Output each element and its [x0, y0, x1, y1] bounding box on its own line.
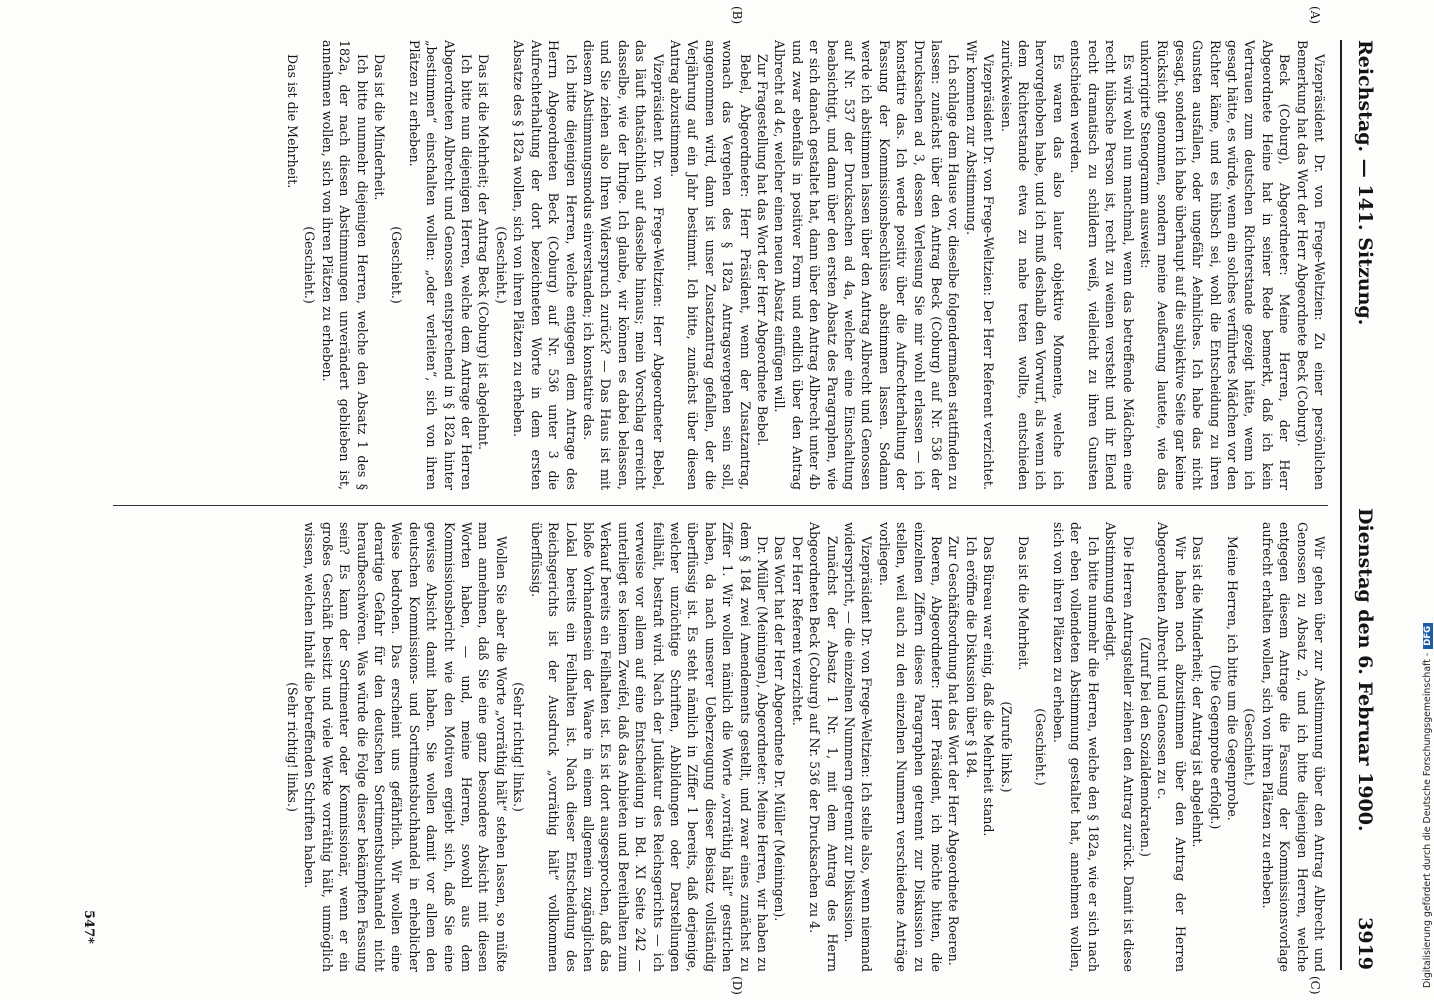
column-divider	[113, 505, 1328, 506]
paragraph: Wollen Sie aber die Worte „vorräthig hält“ stehen lassen, so müßte man annehmen, daß Sie eine ganz besondere Absicht mit diesen Worten haben, — und, meine Herren, sowohl aus dem Kommissionsbericht wie den Motiven ergiebt sich, daß Sie eine gewisse Absicht damit haben. Sie wollen damit vor allem den deutschen Kommissions- und Sortimentsbuchhandel in erheblicher Weise bedrohen. Das erscheint uns gefährlich. Wir wollen eine derartige Gefahr für den deutschen Sortimentsbuchhandel nicht heraufbeschwören. Was würde die Folge dieser bekämpften Fassung sein? Es kann der Sortimenter oder Kommissionär, wenn er ein großes Geschäft besitzt und viele Werke vorräthig hält, unmöglich wissen, welchen Inhalt die betreffenden Schriften haben.	[302, 522, 509, 972]
paragraph: (Die Gegenprobe erfolgt.)	[1207, 664, 1223, 830]
paragraph: (Geschieht.)	[493, 226, 509, 304]
paragraph: Ich bitte nunmehr die Herren, welche den § 182a, wie er sich nach der eben vollendeten Abstimmung gestaltet hat, annehmen wollen, sich von ihren Plätzen zu erheben.	[1050, 522, 1101, 972]
header-session: Reichstag. — 141. Sitzung.	[1354, 40, 1376, 326]
paragraph: Das ist die Mehrheit; der Antrag Beck (Coburg) ist abgelehnt.	[476, 54, 492, 451]
dfg-logo: DFG	[1423, 623, 1433, 649]
header-date: Dienstag den 6. Februar 1900.	[1354, 508, 1376, 832]
paragraph: Beck (Coburg), Abgeordneter: Meine Herren, der Herr Abgeordnete Heine hat in seiner Rede bemerkt, daß ich kein Vertrauen zum deutschen Richterstande gezeigt hätte, wenn ich gesagt hätte, es würde, wenn ein solches verführtes Mädchen vor den Richter käme, und es hübsch sei, wohl die Entscheidung zu ihren Gunsten ausfallen, oder ungefähr Aehnliches. Ich habe das nicht gesagt, sondern ich habe überhaupt auf die subjektive Seite gar keine Rücksicht genommen, sondern meine Aeußerung lautete, wie das unkorrigirte Stenogramm ausweist:	[1137, 40, 1293, 490]
paragraph: (Sehr richtig! links.)	[511, 682, 527, 812]
text-column-left	[284, 40, 1328, 490]
paragraph: Ich schlage dem Hause vor, dieselbe folgendermaßen stattfinden zu lassen: zunächst über den Antrag Beck (Coburg) auf Nr. 536 der Drucksachen ad 3, dessen Verlesung Sie mir wohl erlassen — ich konstatire das. Ich werde positiv über die Aufrechterhaltung der Fassung der Kommissionsbeschlüsse abstimmen lassen. Sodann werde ich abstimmen lassen über den Antrag Albrecht und Genossen auf Nr. 537 der Drucksachen ad 4a, welcher eine Einschaltung beabsichtigt, und dann über den ersten Absatz des Paragraphen, wie er sich danach gestaltet hat, dann über den Antrag Albrecht unter 4b und zwar ebenfalls in positiver Form und endlich über den Antrag Albrecht ad 4c, welcher einen neuen Absatz einfügen will.	[772, 40, 962, 490]
paragraph: Zur Fragestellung hat das Wort der Herr Abgeordnete Bebel.	[755, 54, 770, 447]
paragraph: (Geschieht.)	[1033, 708, 1049, 786]
page-number: 3919	[1354, 917, 1376, 970]
paragraph: Der Herr Referent verzichtet.	[789, 536, 805, 726]
paragraph: Ich eröffne die Diskussion über § 184.	[963, 536, 979, 779]
paragraph: Vizepräsident Dr. von Frege-Weltzien: Zu einer persönlichen Bemerkung hat das Wort der Herr Abgeordnete Beck (Coburg).	[1294, 40, 1327, 490]
paragraph: (Zurufe links.)	[998, 701, 1014, 793]
paragraph: Das ist die Minderheit; der Antrag ist abgelehnt.	[1190, 536, 1206, 848]
paragraph: Die Herren Antragsteller ziehen den Antrag zurück. Damit ist diese Abstimmung erledigt.	[1103, 522, 1136, 972]
paragraph: Ich bitte diejenigen Herren, welche entgegen dem Antrage des Herrn Abgeordneten Beck (Coburg) auf Nr. 536 unter 3 die Aufrechterhaltung der dort bezeichneten Worte in dem ersten Absatze des § 182a wollen, sich von ihren Plätzen zu erheben.	[511, 40, 579, 490]
margin-marker-d: (D)	[730, 976, 744, 995]
page-header	[1342, 40, 1378, 970]
paragraph: Das Wort hat der Herr Abgeordnete Dr. Müller (Meiningen).	[772, 536, 788, 922]
paragraph: (Sehr richtig! links.)	[285, 682, 301, 812]
margin-marker-b: (B)	[730, 6, 744, 25]
paragraph: (Zuruf bei den Sozialdemokraten.)	[1137, 637, 1153, 857]
paragraph: Ich bitte nunmehr diejenigen Herren, welche den Absatz 1 des § 182a, der nach diesen Abstimmungen unverändert geblieben ist, annehmen wollen, sich von ihren Plätzen zu erheben.	[319, 40, 370, 490]
paragraph: Wir haben noch abzustimmen über den Antrag der Herren Abgeordneten Albrecht und Genossen zu c.	[1155, 522, 1188, 972]
paragraph: Es wird wohl nun manchmal, wenn das betreffende Mädchen eine recht hübsche Person ist, recht zu weinen versteht und ihr Elend recht dramatisch zu schildern weiß, vielleicht zu ihren Gunsten entschieden werden.	[1068, 40, 1136, 490]
paragraph: Das Büreau war einig, daß die Mehrheit stand.	[981, 536, 997, 837]
paragraph: Das ist die Mehrheit.	[1016, 536, 1032, 671]
paragraph: Roeren, Abgeordneter: Herr Präsident, ich möchte bitten, die einzelnen Ziffern dieses Paragraphen getrennt zur Diskussion zu stellen, weil auch zu den einzelnen Nummern verschiedene Anträge vorliegen.	[876, 522, 945, 972]
paragraph: Zur Geschäftsordnung hat das Wort der Herr Abgeordnete Roeren.	[946, 536, 962, 966]
margin-marker-a: (A)	[1308, 6, 1322, 25]
paragraph: Vizepräsident Dr. von Frege-Weltzien: Der Herr Referent verzichtet. Wir kommen zur Abstimmung.	[963, 40, 997, 490]
digitization-text: Digitalisierung gefördert durch die Deutsche Forschungsgemeinschaft -	[1422, 652, 1433, 988]
text-column-right	[284, 522, 1328, 972]
paragraph: Bebel, Abgeordneter: Herr Präsident, wenn der Zusatzantrag, wonach das Vergehen des § 182a Antragsvergehen sein soll, angenommen wird, dann ist unser Zusatzantrag gefallen, der die Verjährung auf ein Jahr bestimmt. Ich bitte, zunächst über diesen Antrag abzustimmen.	[667, 40, 753, 490]
signature-mark: 547*	[81, 910, 96, 944]
paragraph: Das ist die Minderheit.	[372, 54, 388, 201]
header-rule	[1340, 40, 1342, 970]
paragraph: Wir gehen über zur Abstimmung über den Antrag Albrecht und Genossen zu Absatz 2, und ich bitte diejenigen Herren, welche entgegen diesem Antrage die Fassung der Kommissionsvorlage aufrecht erhalten wollen, sich von ihren Plätzen zu erheben.	[1259, 522, 1327, 972]
paragraph: Vizepräsident Dr. von Frege-Weltzien: Ich stelle also, wenn niemand widerspricht, — die einzelnen Nummern getrennt zur Diskussion.	[842, 522, 875, 972]
paragraph: Dr. Müller (Meiningen), Abgeordneter: Meine Herren, wir haben zu dem § 184 zwei Amendements gestellt, und zwar eines zunächst zu Ziffer 1. Wir wollen nämlich die Worte „vorräthig hält“ gestrichen haben, da nach unserer Ueberzeugung dieser Beisatz vollständig überflüssig ist. Es steht nämlich in Ziffer 1 bereits, daß derjenige, welcher unzüchtige Schriften, Abbildungen oder Darstellungen feilhält, bestraft wird. Nach der Judikatur des Reichsgerichts — ich verweise vor allem auf eine Entscheidung in Bd. XI Seite 242 — unterliegt es keinem Zweifel, daß das Anbieten und Bereithalten zum Verkauf bereits ein Feilhalten ist. Es ist dort ausgesprochen, daß das bloße Vorhandensein der Waare in einem allgemein zugänglichen Lokal bereits ein Feilhalten ist. Nach dieser Entscheidung des Reichsgerichts ist der Ausdruck „vorräthig hält“ vollkommen überflüssig.	[528, 522, 770, 972]
paragraph: Zunächst der Absatz 1 Nr. 1, mit dem Antrag des Herrn Abgeordneten Beck (Coburg) auf Nr. 536 der Drucksachen zu 4.	[807, 522, 840, 972]
paragraph: (Geschieht.)	[1242, 708, 1258, 786]
paragraph: Das ist die Mehrheit.	[285, 54, 301, 189]
paragraph: Es waren das also lauter objektive Momente, welche ich hervorgehoben habe, und ich muß deshalb den Vorwurf, als wenn ich dem Richterstande etwa zu nahe treten wollte, entschieden zurückweisen.	[998, 40, 1066, 490]
margin-marker-c: (C)	[1308, 976, 1322, 995]
paragraph: Vizepräsident Dr. von Frege-Weltzien: Herr Abgeordneter Bebel, das läuft thatsächlich auf dasselbe hinaus; mein Vorschlag erreicht dasselbe, wie der Ihrige. Ich glaube, wir können es dabei belassen, und Sie ziehen also Ihren Widerspruch zurück? — Das Haus ist mit diesem Abstimmungsmodus einverstanden; ich konstatire das.	[580, 40, 666, 490]
paragraph: Meine Herren, ich bitte um die Gegenprobe.	[1224, 536, 1240, 821]
paragraph: (Geschieht.)	[389, 226, 405, 304]
digitization-note	[1412, 8, 1433, 988]
paragraph: Ich bitte nun diejenigen Herren, welche dem Antrage der Herren Abgeordneten Albrecht und Genossen entsprechend in § 182a hinter „bestimmen“ einschalten wollen: „oder verleiten“, sich von ihren Plätzen zu erheben.	[406, 40, 475, 490]
paragraph: (Geschieht.)	[302, 226, 318, 304]
